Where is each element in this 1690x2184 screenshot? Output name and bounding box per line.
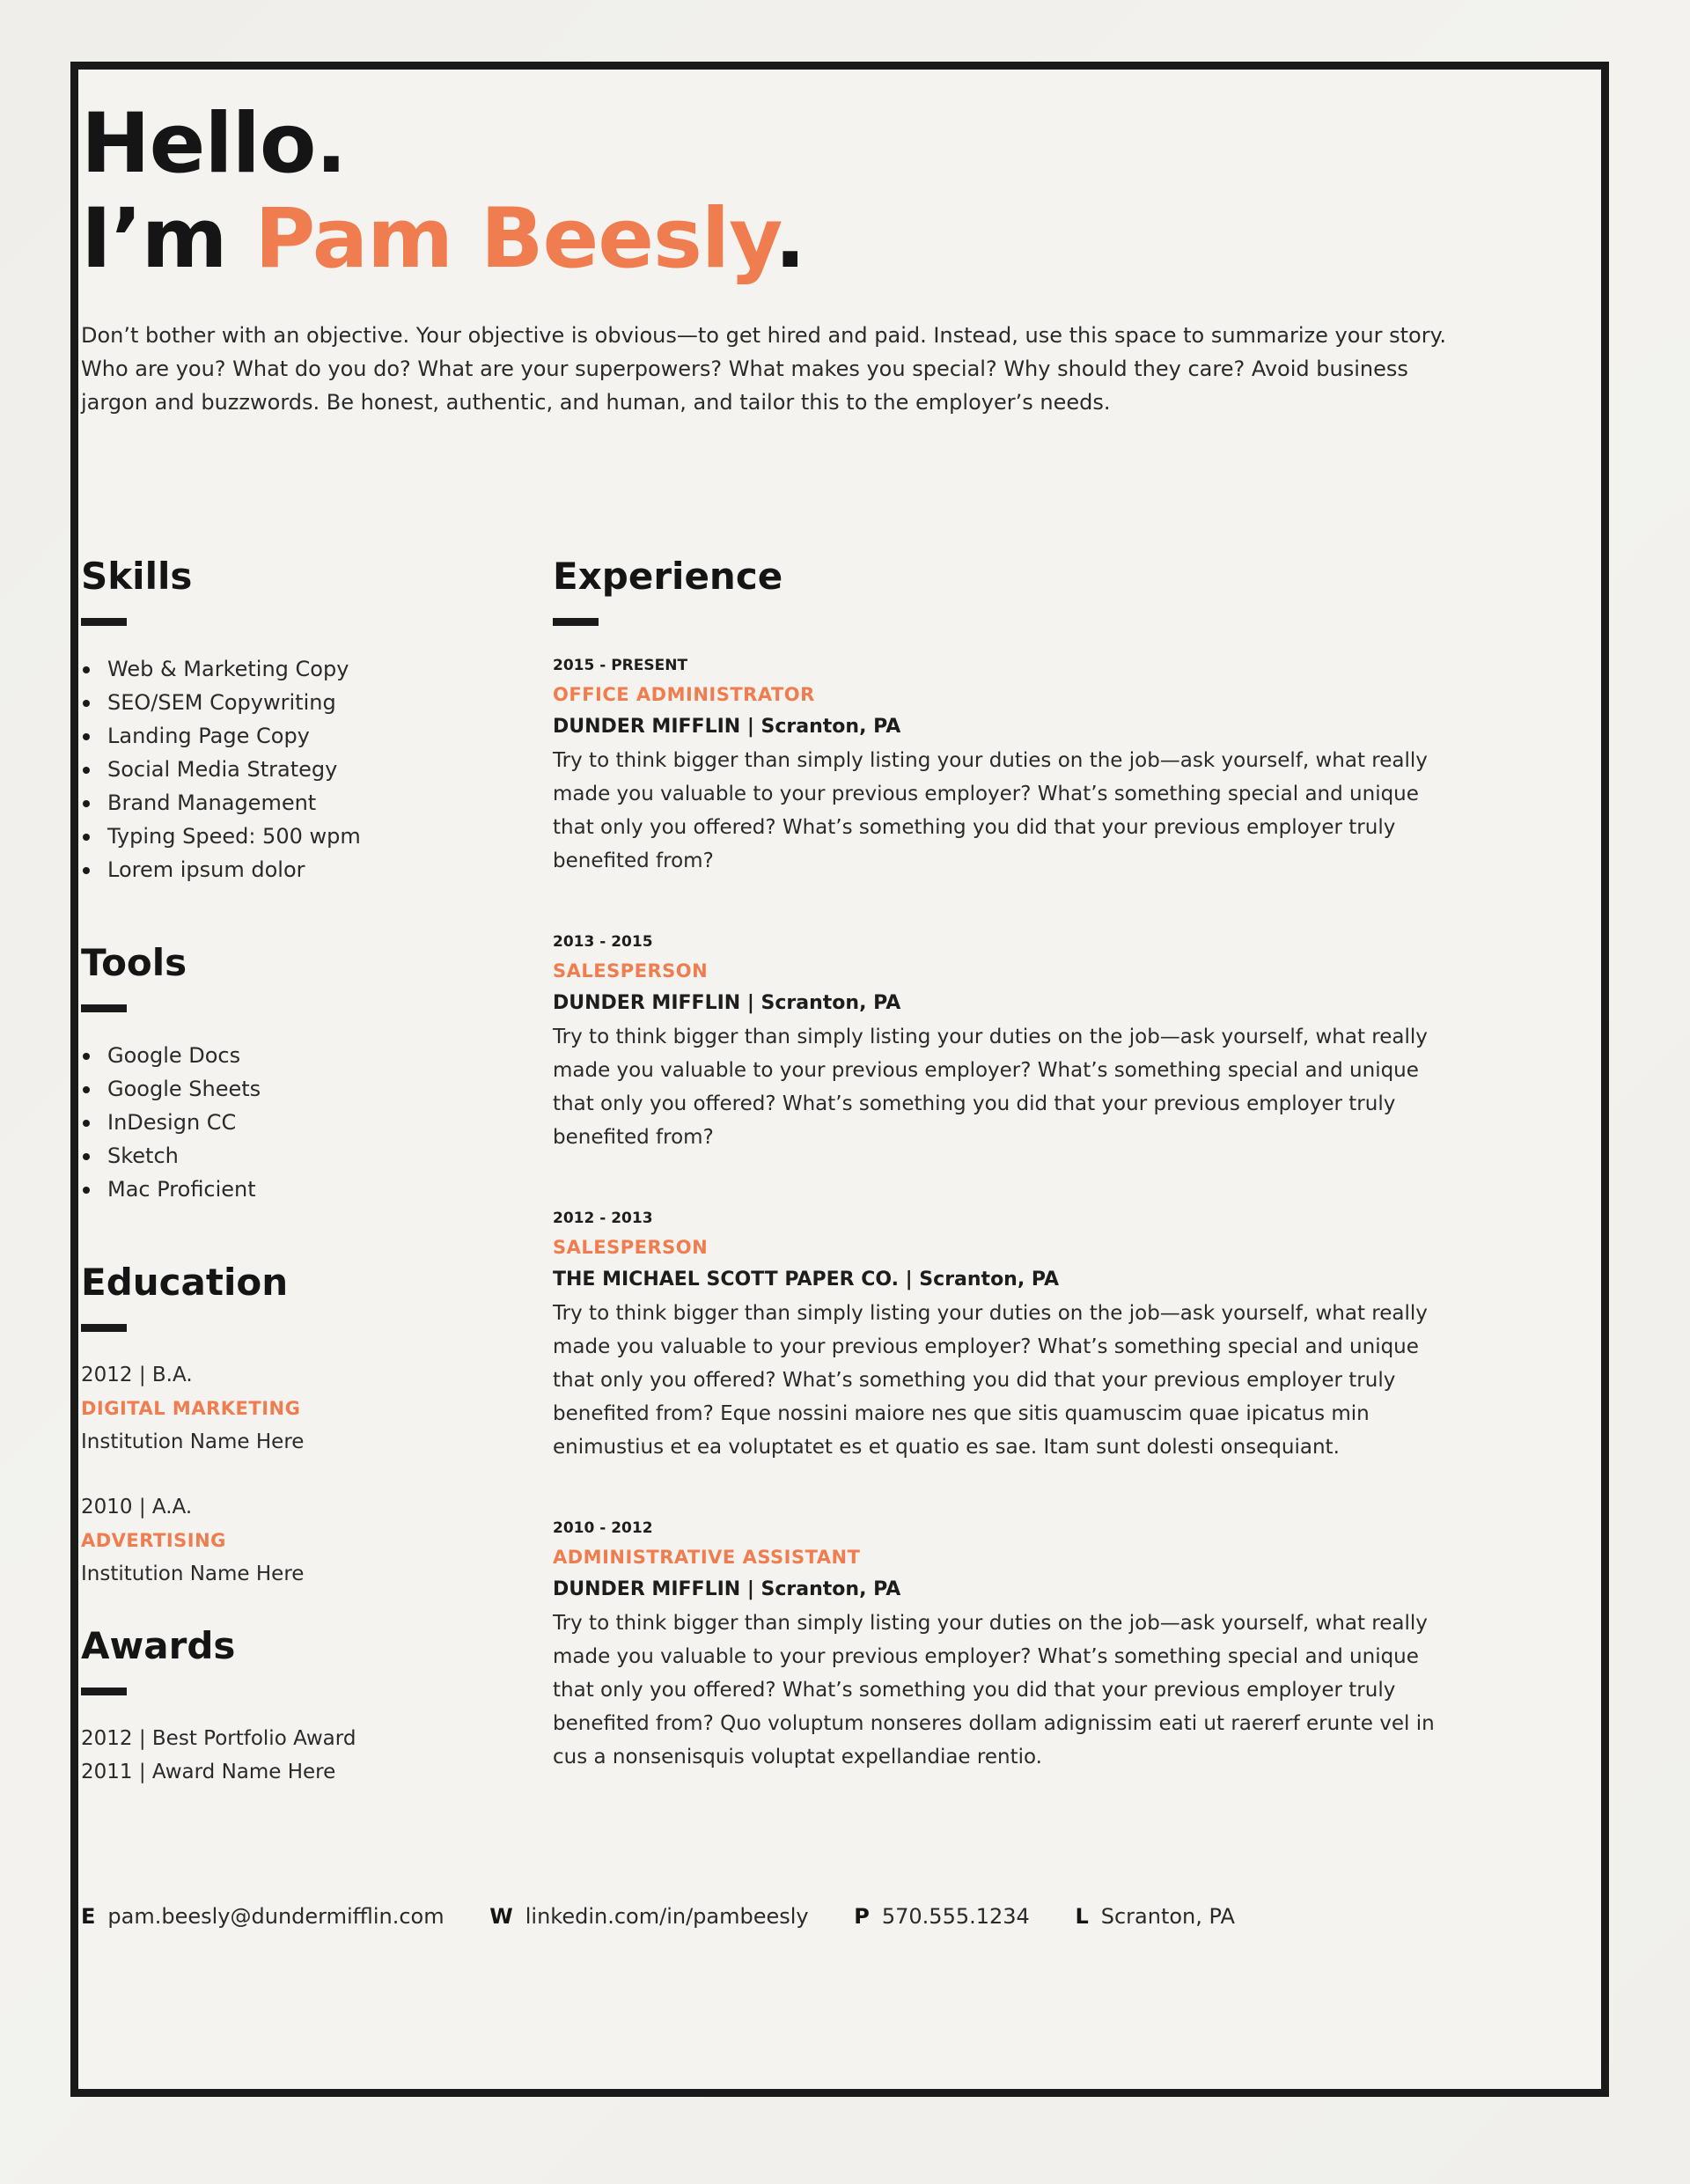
right-column [553,555,1463,1825]
section-divider [81,618,127,626]
hero-heading [81,97,1463,287]
tool-item: InDesign CC [81,1106,503,1139]
job-description: Try to think bigger than simply listing your duties on the job—ask yourself, what really made you valuable to your previous employer? What’s something special and unique that only you offered? What’s something you did that your previous employer truly benefited from? [553,749,1428,872]
skill-item: Lorem ipsum dolor [81,853,503,886]
phone-label: P [854,1904,870,1929]
job-company: DUNDER MIFFLIN | Scranton, PA [553,1578,901,1600]
section-divider [81,1688,127,1695]
awards-section [81,1624,503,1789]
education-item [81,1490,503,1591]
left-column [81,555,503,1843]
job-title: SALESPERSON [553,960,709,982]
greeting: Hello. [81,96,347,192]
email-label: E [81,1904,96,1929]
job-entry [553,929,1463,1154]
candidate-name: Pam Beesly [254,191,775,287]
skill-item: Web & Marketing Copy [81,652,503,686]
job-title: ADMINISTRATIVE ASSISTANT [553,1547,861,1568]
email-link[interactable]: pam.beesly@dundermifflin.com [107,1904,445,1929]
contact-email [81,1901,445,1931]
skills-section [81,555,503,886]
job-description: Try to think bigger than simply listing your duties on the job—ask yourself, what really made you valuable to your previous employer? What’s something special and unique that only you offered? What’s something you did that your previous employer truly benefited from? [553,1026,1428,1149]
job-company: DUNDER MIFFLIN | Scranton, PA [553,716,901,738]
skill-item: SEO/SEM Copywriting [81,686,503,719]
skill-item: Social Media Strategy [81,753,503,786]
job-title: OFFICE ADMINISTRATOR [553,684,815,705]
tool-item: Google Sheets [81,1072,503,1106]
skills-list [81,652,503,886]
location-text: Scranton, PA [1100,1904,1235,1929]
tool-item: Sketch [81,1139,503,1173]
section-divider [81,1004,127,1012]
web-link[interactable]: linkedin.com/in/pambeesly [525,1904,809,1929]
experience-title: Experience [553,555,783,598]
skills-title: Skills [81,555,193,598]
tool-item: Google Docs [81,1039,503,1072]
skill-item: Brand Management [81,786,503,820]
job-description: Try to think bigger than simply listing your duties on the job—ask yourself, what really made you valuable to your previous employer? What’s something special and unique that only you offered? What’s something you did that your previous employer truly benefited from? Quo voluptum nonseres dollam adignissim eati ut raererf erunte vel in cus a nonsenisquis voluptat expellandiae rentio. [553,1612,1435,1769]
education-institution: Institution Name Here [81,1430,305,1453]
section-divider [81,1324,127,1332]
job-entry [553,652,1463,878]
job-years: 2015 - PRESENT [553,657,688,674]
name-period: . [774,191,805,287]
education-institution: Institution Name Here [81,1563,305,1585]
education-field: DIGITAL MARKETING [81,1398,301,1419]
award-item: 2012 | Best Portfolio Award [81,1727,356,1750]
education-year-degree: 2010 | A.A. [81,1496,193,1519]
contact-footer [81,1901,1274,1931]
job-years: 2010 - 2012 [553,1519,653,1537]
education-title: Education [81,1261,289,1304]
location-label: L [1075,1904,1089,1929]
job-years: 2012 - 2013 [553,1210,653,1227]
job-entry [553,1205,1463,1464]
education-year-degree: 2012 | B.A. [81,1364,193,1386]
intro-text: I’m [81,191,255,287]
contact-location [1075,1901,1234,1931]
job-title: SALESPERSON [553,1237,709,1258]
tools-section [81,941,503,1206]
awards-title: Awards [81,1624,236,1667]
tools-list [81,1039,503,1206]
tool-item: Mac Proficient [81,1173,503,1206]
contact-web [489,1901,808,1931]
award-item: 2011 | Award Name Here [81,1761,336,1783]
education-section [81,1261,503,1591]
job-company: THE MICHAEL SCOTT PAPER CO. | Scranton, PA [553,1268,1059,1291]
phone-number: 570.555.1234 [881,1904,1030,1929]
skill-item: Landing Page Copy [81,719,503,753]
job-years: 2013 - 2015 [553,933,653,951]
section-divider [553,618,599,626]
job-company: DUNDER MIFFLIN | Scranton, PA [553,992,901,1014]
resume-content [81,96,1463,1783]
tools-title: Tools [81,941,187,984]
job-entry [553,1515,1463,1774]
job-description: Try to think bigger than simply listing your duties on the job—ask yourself, what really made you valuable to your previous employer? What’s something special and unique that only you offered? What’s something you did that your previous employer truly benefited from? Eque nossini maiore nes que sitis quamuscim quae ipicatus min enimustius et ea voluptatet es et quatio es sae. Itam sunt dolesti onsequiant. [553,1302,1428,1459]
summary-paragraph: Don’t bother with an objective. Your objective is obvious—to get hired and paid. Instead, use this space to summarize your story. Who are you? What do you do? What are your superpowers? What makes you special? Why should they care? Avoid business jargon and buzzwords. Be honest, authentic, and human, and tailor this to the employer’s needs. [81,323,1446,415]
education-item [81,1358,503,1459]
skill-item: Typing Speed: 500 wpm [81,820,503,853]
web-label: W [489,1904,513,1929]
education-field: ADVERTISING [81,1530,226,1551]
contact-phone [854,1901,1030,1931]
